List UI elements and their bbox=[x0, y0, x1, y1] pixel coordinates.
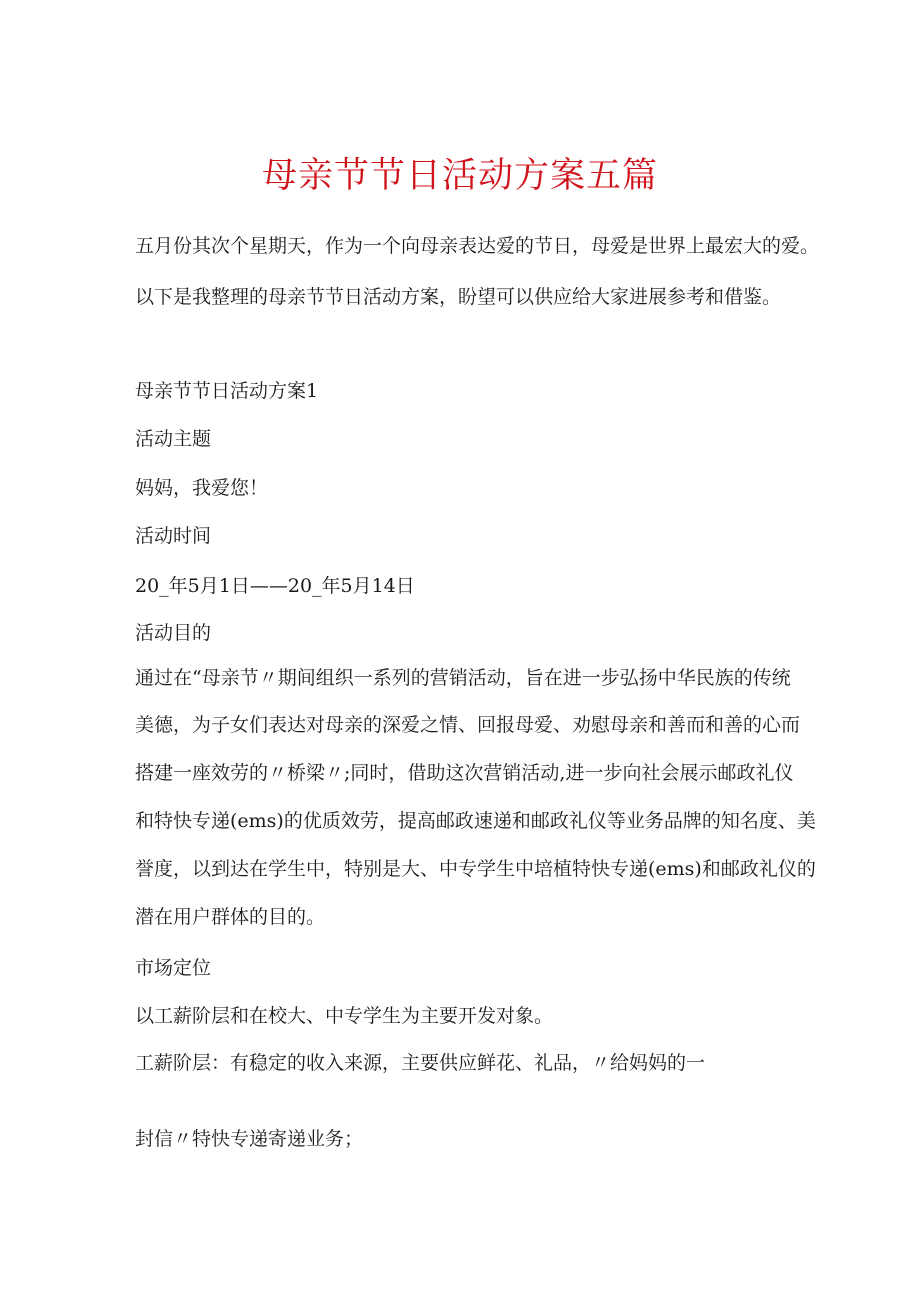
theme-value: 妈妈，我爱您！ bbox=[135, 477, 269, 499]
intro-line: 以下是我整理的母亲节节日活动方案，盼望可以供应给大家进展参考和借鉴。 bbox=[135, 286, 782, 308]
purpose-line: 美德，为子女们表达对母亲的深爱之情、回报母爱、劝慰母亲和善而和善的心而 bbox=[135, 714, 801, 736]
purpose-line: 和特快专递(ems)的优质效劳，提高邮政速递和邮政礼仪等业务品牌的知名度、美 bbox=[135, 810, 816, 832]
document-title: 母亲节节日活动方案五篇 bbox=[261, 156, 658, 196]
section-heading: 母亲节节日活动方案1 bbox=[135, 380, 319, 402]
worker-line: 封信〃特快专递寄递业务； bbox=[135, 1128, 364, 1150]
worker-line: 工薪阶层：有稳定的收入来源，主要供应鲜花、礼品，〃给妈妈的一 bbox=[135, 1052, 706, 1074]
market-value: 以工薪阶层和在校大、中专学生为主要开发对象。 bbox=[135, 1005, 554, 1027]
intro-line: 五月份其次个星期天，作为一个向母亲表达爱的节日，母爱是世界上最宏大的爱。 bbox=[135, 235, 820, 257]
purpose-label: 活动目的 bbox=[135, 622, 212, 644]
market-label: 市场定位 bbox=[135, 957, 212, 979]
purpose-line: 潜在用户群体的目的。 bbox=[135, 906, 326, 928]
purpose-line: 通过在“母亲节〃期间组织一系列的营销活动，旨在进一步弘扬中华民族的传统 bbox=[135, 667, 791, 689]
purpose-line: 誉度，以到达在学生中，特别是大、中专学生中培植特快专递(ems)和邮政礼仪的 bbox=[135, 858, 816, 880]
time-value: 20_年5月1日——20_年5月14日 bbox=[135, 575, 415, 597]
theme-label: 活动主题 bbox=[135, 428, 212, 450]
time-label: 活动时间 bbox=[135, 525, 212, 547]
purpose-line: 搭建一座效劳的〃桥梁〃;同时，借助这次营销活动,进一步向社会展示邮政礼仪 bbox=[135, 762, 794, 784]
